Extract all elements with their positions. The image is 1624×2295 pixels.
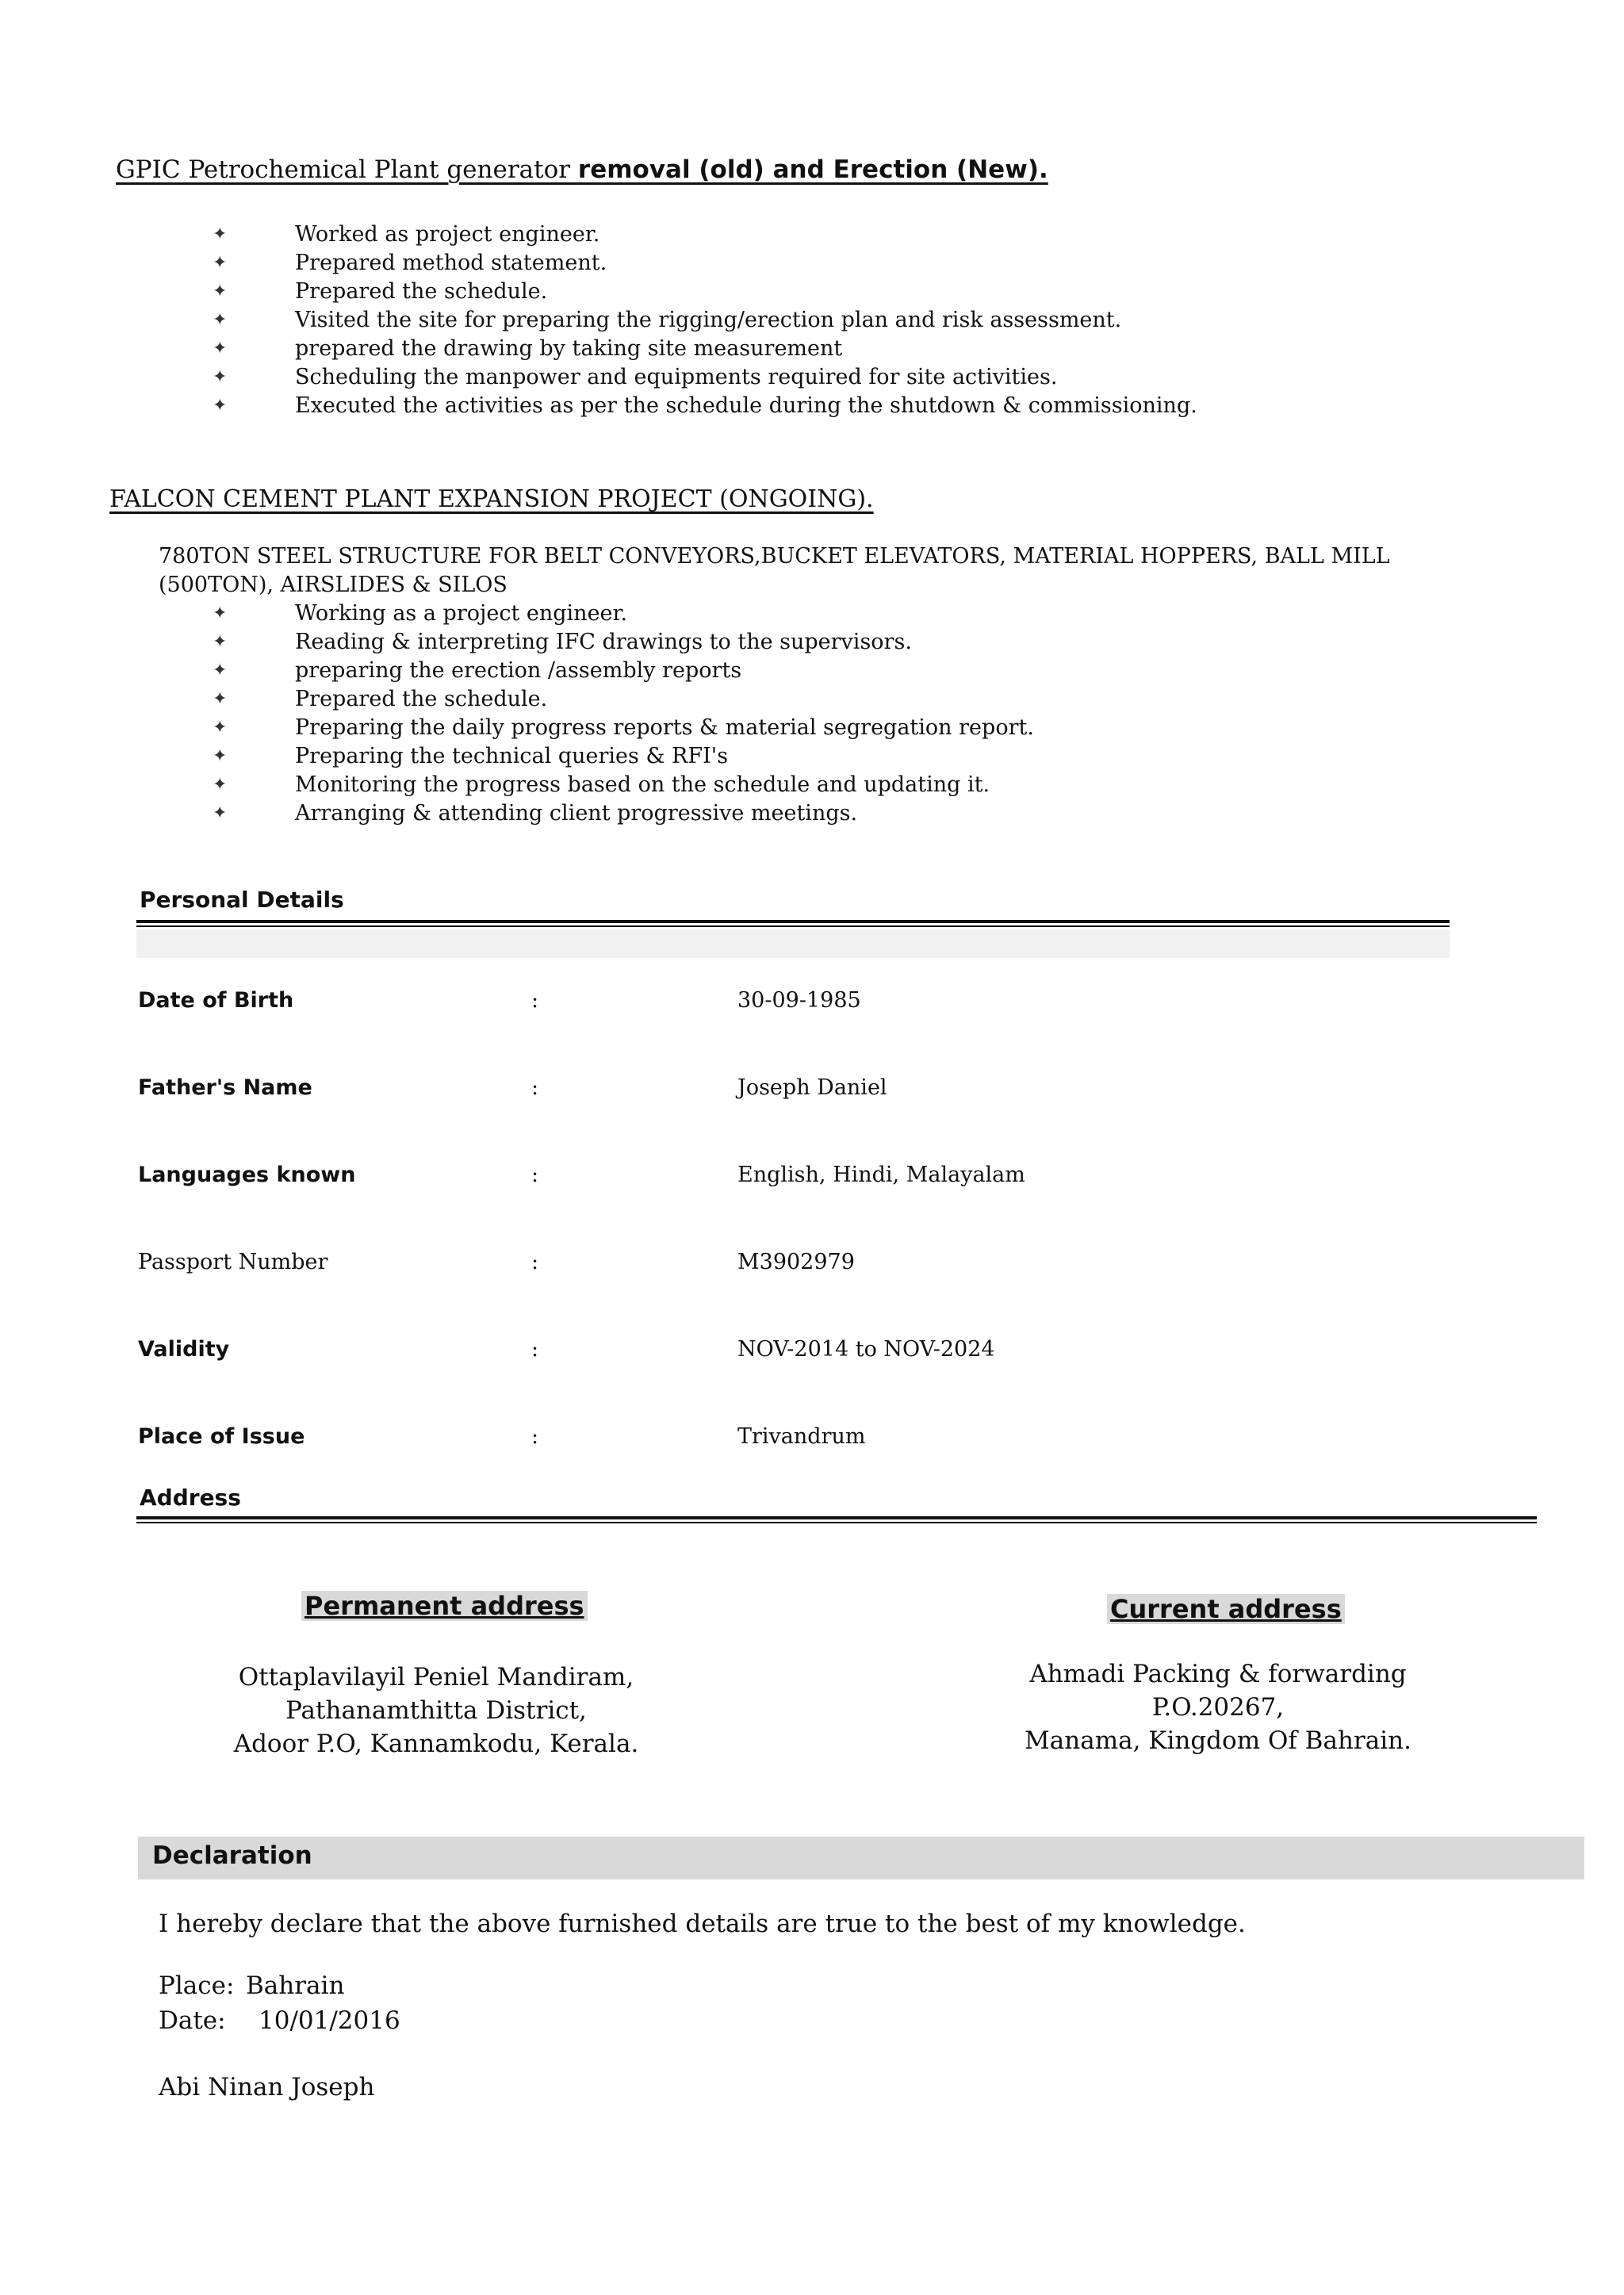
list-item: ✦ Reading & interpreting IFC drawings to the supervisors. (213, 628, 1521, 657)
personal-row-languages (138, 1163, 1486, 1194)
row-value: Trivandrum (737, 1424, 866, 1449)
row-separator: : (531, 1163, 539, 1187)
personal-row-place-of-issue (138, 1424, 1486, 1456)
row-label: Date of Birth (138, 988, 294, 1013)
row-separator: : (531, 988, 539, 1013)
list-item: ✦ preparing the erection /assembly reports (213, 657, 1521, 685)
place-value: Bahrain (246, 1971, 345, 2000)
address-line: Adoor P.O, Kannamkodu, Kerala. (233, 1730, 639, 1758)
personal-row-father (138, 1075, 1486, 1107)
row-label: Languages known (138, 1163, 356, 1187)
row-separator: : (531, 1424, 539, 1449)
signature-name: Abi Ninan Joseph (159, 2073, 375, 2102)
date-value: 10/01/2016 (259, 2006, 400, 2035)
list-item: ✦ Visited the site for preparing the rigging/erection plan and risk assessment. (213, 306, 1521, 335)
bullet-icon: ✦ (213, 603, 228, 623)
row-label: Place of Issue (138, 1424, 305, 1449)
declaration-title: Declaration (152, 1841, 312, 1870)
row-value: 30-09-1985 (737, 988, 861, 1013)
list-item: ✦ Worked as project engineer. (213, 220, 1521, 249)
row-separator: : (531, 1250, 539, 1274)
bullet-icon: ✦ (213, 310, 228, 330)
falcon-duties-list (213, 600, 1521, 828)
bullet-icon: ✦ (213, 718, 228, 738)
section-divider (136, 920, 1450, 927)
row-value: M3902979 (737, 1250, 855, 1274)
list-item: ✦ Prepared method statement. (213, 249, 1521, 278)
bullet-icon: ✦ (213, 367, 228, 387)
place-label: Place: (159, 1971, 235, 2000)
bullet-icon: ✦ (213, 661, 228, 680)
list-item: ✦ Prepared the schedule. (213, 685, 1521, 714)
personal-row-dob (138, 988, 1486, 1020)
declaration-statement: I hereby declare that the above furnished details are true to the best of my knowledge. (159, 1910, 1246, 1938)
row-value: NOV-2014 to NOV-2024 (737, 1337, 995, 1362)
list-item: ✦ Preparing the daily progress reports & material segregation report. (213, 714, 1521, 742)
list-item: ✦ Monitoring the progress based on the schedule and updating it. (213, 771, 1521, 799)
current-address-block (980, 1657, 1456, 1757)
row-label: Father's Name (138, 1075, 312, 1100)
address-line: Pathanamthitta District, (285, 1696, 587, 1725)
address-title: Address (140, 1485, 241, 1511)
gpic-duties-list (213, 220, 1521, 420)
permanent-address-heading: Permanent address (301, 1591, 588, 1621)
address-line: P.O.20267, (1151, 1693, 1285, 1722)
bullet-icon: ✦ (213, 282, 228, 301)
list-item: ✦ Scheduling the manpower and equipments required for site activities. (213, 363, 1521, 392)
address-line: Ahmadi Packing & forwarding (1029, 1660, 1407, 1688)
current-address-heading: Current address (1107, 1594, 1345, 1624)
row-separator: : (531, 1075, 539, 1100)
list-item: ✦ prepared the drawing by taking site measurement (213, 335, 1521, 363)
list-item: ✦ Preparing the technical queries & RFI's (213, 742, 1521, 771)
bullet-icon: ✦ (213, 746, 228, 766)
bullet-icon: ✦ (213, 396, 228, 416)
bullet-icon: ✦ (213, 339, 228, 358)
bullet-icon: ✦ (213, 632, 228, 652)
bullet-icon: ✦ (213, 689, 228, 709)
bullet-icon: ✦ (213, 803, 228, 823)
permanent-address-block (198, 1661, 674, 1761)
list-item: ✦ Executed the activities as per the schedule during the shutdown & commissioning. (213, 392, 1521, 420)
gpic-title-plain: GPIC Petrochemical Plant generator (116, 155, 578, 184)
list-item: ✦ Arranging & attending client progressive meetings. (213, 799, 1521, 828)
list-item: ✦ Working as a project engineer. (213, 600, 1521, 628)
row-label: Passport Number (138, 1250, 328, 1274)
falcon-project-title: FALCON CEMENT PLANT EXPANSION PROJECT (ONGOING). (109, 485, 874, 513)
personal-details-title: Personal Details (140, 887, 344, 913)
date-label: Date: (159, 2006, 226, 2035)
declaration-band (138, 1837, 1584, 1879)
gpic-title-bold: removal (old) and Erection (New). (577, 155, 1048, 184)
section-band (136, 929, 1450, 958)
address-line: Ottaplavilayil Peniel Mandiram, (238, 1663, 634, 1692)
falcon-scope-text: 780TON STEEL STRUCTURE FOR BELT CONVEYORS,BUCKET ELEVATORS, MATERIAL HOPPERS, BALL MILL (500TON), AIRSLIDES & SILOS (159, 544, 1390, 597)
bullet-icon: ✦ (213, 775, 228, 795)
section-divider (136, 1516, 1537, 1523)
personal-row-validity (138, 1337, 1486, 1369)
bullet-icon: ✦ (213, 253, 228, 273)
row-label: Validity (138, 1337, 230, 1362)
personal-row-passport (138, 1250, 1486, 1282)
bullet-icon: ✦ (213, 224, 228, 244)
gpic-project-title (116, 155, 1048, 184)
list-item: ✦ Prepared the schedule. (213, 278, 1521, 306)
row-separator: : (531, 1337, 539, 1362)
row-value: English, Hindi, Malayalam (737, 1163, 1025, 1187)
row-value: Joseph Daniel (737, 1075, 887, 1100)
address-line: Manama, Kingdom Of Bahrain. (1025, 1726, 1411, 1755)
